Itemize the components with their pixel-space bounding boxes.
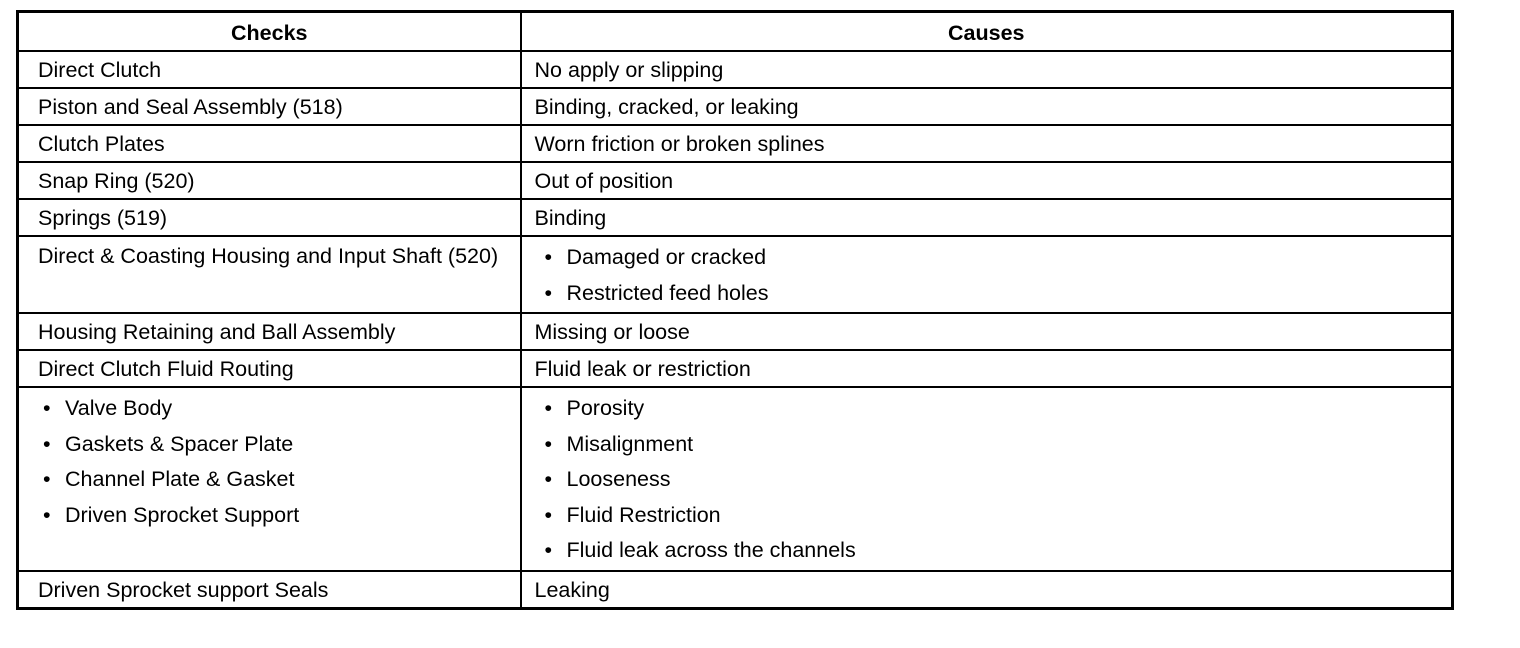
cause-cell: Missing or loose: [521, 313, 1453, 350]
check-cell: Clutch Plates: [18, 125, 521, 162]
cause-cell: Leaking: [521, 571, 1453, 609]
cause-bullet-item: • Looseness: [535, 462, 1434, 498]
cause-cell: [521, 387, 1453, 571]
cause-cell: Out of position: [521, 162, 1453, 199]
check-cell: Springs (519): [18, 199, 521, 236]
table-row: [18, 125, 1453, 162]
table-row: [18, 162, 1453, 199]
check-bullet-item: • Gaskets & Spacer Plate: [38, 427, 502, 463]
check-bullet-list: [38, 391, 502, 533]
table-row: [18, 313, 1453, 350]
check-cell: Driven Sprocket support Seals: [18, 571, 521, 609]
check-bullet-item: • Channel Plate & Gasket: [38, 462, 502, 498]
check-cell: Piston and Seal Assembly (518): [18, 88, 521, 125]
header-row: [18, 12, 1453, 52]
check-cell: Direct Clutch Fluid Routing: [18, 350, 521, 387]
cause-bullet-item: • Misalignment: [535, 427, 1434, 463]
check-cell: Snap Ring (520): [18, 162, 521, 199]
cause-bullet-list: [535, 391, 1434, 569]
table-row: [18, 236, 1453, 313]
cause-cell: [521, 236, 1453, 313]
check-cell: [18, 387, 521, 571]
check-bullet-item: • Driven Sprocket Support: [38, 498, 502, 534]
table-row: [18, 51, 1453, 88]
cause-cell: Binding: [521, 199, 1453, 236]
cause-bullet-item: • Fluid Restriction: [535, 498, 1434, 534]
cause-cell: No apply or slipping: [521, 51, 1453, 88]
table-row: [18, 88, 1453, 125]
table-row: [18, 387, 1453, 571]
check-cell: Housing Retaining and Ball Assembly: [18, 313, 521, 350]
check-cell: Direct & Coasting Housing and Input Shaft (520): [18, 236, 521, 313]
cause-cell: Binding, cracked, or leaking: [521, 88, 1453, 125]
diagnostic-table: [16, 10, 1454, 610]
check-cell: Direct Clutch: [18, 51, 521, 88]
cause-bullet-list: [535, 240, 1434, 311]
cause-bullet-item: • Porosity: [535, 391, 1434, 427]
check-bullet-item: • Valve Body: [38, 391, 502, 427]
cause-cell: Fluid leak or restriction: [521, 350, 1453, 387]
table-row: [18, 199, 1453, 236]
cause-bullet-item: • Damaged or cracked: [535, 240, 1434, 276]
cause-bullet-item: • Fluid leak across the channels: [535, 533, 1434, 569]
cause-bullet-item: • Restricted feed holes: [535, 276, 1434, 312]
header-checks: Checks: [18, 12, 521, 52]
cause-cell: Worn friction or broken splines: [521, 125, 1453, 162]
table-row: [18, 571, 1453, 609]
table-row: [18, 350, 1453, 387]
header-causes: Causes: [521, 12, 1453, 52]
